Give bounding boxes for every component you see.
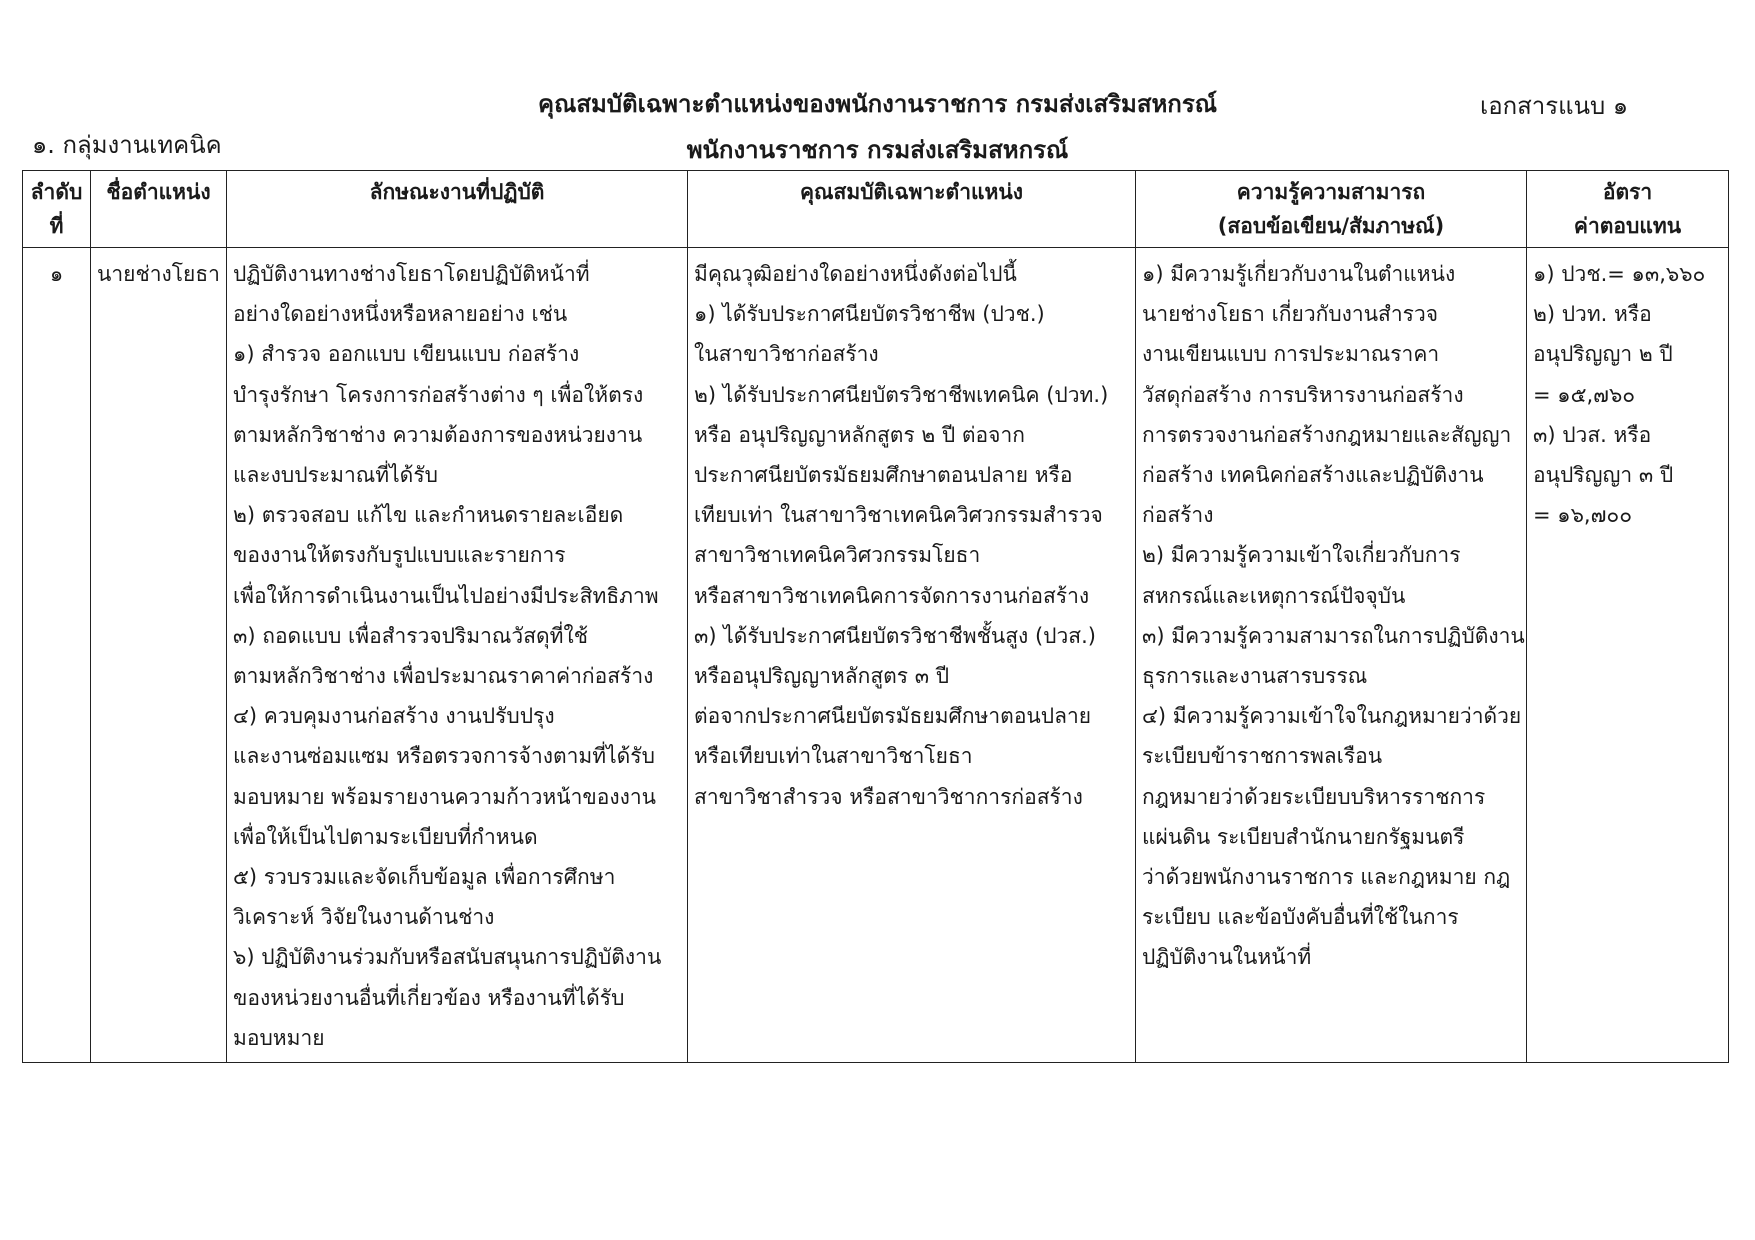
knowledge-line: ระเบียบข้าราชการพลเรือน: [1142, 744, 1383, 769]
duty-line: อย่างใดอย่างหนึ่งหรือหลายอย่าง เช่น: [233, 302, 568, 327]
duty-line: ของงานให้ตรงกับรูปแบบและรายการ: [233, 543, 566, 568]
qualification-line: ต่อจากประกาศนียบัตรมัธยมศึกษาตอนปลาย: [694, 704, 1092, 729]
qualification-line: ๑) ได้รับประกาศนียบัตรวิชาชีพ (ปวช.): [694, 302, 1045, 327]
compensation-line: อนุปริญญา ๒ ปี: [1533, 342, 1673, 367]
knowledge-line: ว่าด้วยพนักงานราชการ และกฎหมาย กฎ: [1142, 865, 1511, 890]
knowledge-line: ก่อสร้าง: [1142, 503, 1214, 528]
header-qualifications: คุณสมบัติเฉพาะตำแหน่ง: [688, 171, 1136, 248]
cell-knowledge: [1136, 248, 1527, 1063]
knowledge-line: สหกรณ์และเหตุการณ์ปัจจุบัน: [1142, 583, 1406, 608]
qualification-line: หรือ อนุปริญญาหลักสูตร ๒ ปี ต่อจาก: [694, 422, 1025, 447]
duty-line: ของหน่วยงานอื่นที่เกี่ยวข้อง หรืองานที่ได้รับ: [233, 985, 625, 1010]
cell-no: ๑: [23, 248, 91, 1063]
duty-line: เพื่อให้เป็นไปตามระเบียบที่กำหนด: [233, 824, 538, 849]
knowledge-line: วัสดุก่อสร้าง การบริหารงานก่อสร้าง: [1142, 382, 1464, 407]
header-no: ลำดับ ที่: [23, 171, 91, 248]
header-compensation: อัตรา ค่าตอบแทน: [1527, 171, 1729, 248]
knowledge-line: นายช่างโยธา เกี่ยวกับงานสำรวจ: [1142, 302, 1439, 327]
table-row: [23, 248, 1729, 1063]
knowledge-line: กฎหมายว่าด้วยระเบียบบริหารราชการ: [1142, 784, 1486, 809]
header-position: ชื่อตำแหน่ง: [91, 171, 227, 248]
knowledge-line: ๓) มีความรู้ความสามารถในการปฏิบัติงาน: [1142, 623, 1525, 648]
duty-line: มอบหมาย: [233, 1025, 325, 1050]
qualification-line: หรือสาขาวิชาเทคนิคการจัดการงานก่อสร้าง: [694, 583, 1090, 608]
duty-line: และงบประมาณที่ได้รับ: [233, 463, 438, 488]
duty-line: ๔) ควบคุมงานก่อสร้าง งานปรับปรุง: [233, 704, 555, 729]
qualification-line: หรือเทียบเท่าในสาขาวิชาโยธา: [694, 744, 973, 769]
qualification-line: ในสาขาวิชาก่อสร้าง: [694, 342, 879, 367]
compensation-line: ๑) ปวช.= ๑๓,๖๖๐: [1533, 262, 1706, 286]
cell-position: นายช่างโยธา: [91, 248, 227, 1063]
knowledge-line: ปฏิบัติงานในหน้าที่: [1142, 945, 1312, 970]
qualification-line: ๓) ได้รับประกาศนียบัตรวิชาชีพชั้นสูง (ปวส.): [694, 623, 1096, 648]
knowledge-line: ก่อสร้าง เทคนิคก่อสร้างและปฏิบัติงาน: [1142, 463, 1484, 488]
qualification-table: [22, 170, 1729, 1063]
compensation-line: = ๑๕,๗๖๐: [1533, 382, 1636, 407]
document-title: คุณสมบัติเฉพาะตำแหน่งของพนักงานราชการ กรมส่งเสริมสหกรณ์: [538, 90, 1217, 118]
duty-line: ๒) ตรวจสอบ แก้ไข และกำหนดรายละเอียด: [233, 503, 624, 528]
duty-line: ตามหลักวิชาช่าง ความต้องการของหน่วยงาน: [233, 422, 643, 447]
qualification-line: ๒) ได้รับประกาศนียบัตรวิชาชีพเทคนิค (ปวท.): [694, 382, 1109, 407]
duty-line: ปฏิบัติงานทางช่างโยธาโดยปฏิบัติหน้าที่: [233, 262, 590, 286]
cell-duties: [227, 248, 688, 1063]
header-duties: ลักษณะงานที่ปฏิบัติ: [227, 171, 688, 248]
duty-line: และงานซ่อมแซม หรือตรวจการจ้างตามที่ได้รับ: [233, 744, 655, 769]
duty-line: เพื่อให้การดำเนินงานเป็นไปอย่างมีประสิทธิภาพ: [233, 583, 659, 608]
duty-line: ตามหลักวิชาช่าง เพื่อประมาณราคาค่าก่อสร้าง: [233, 664, 654, 689]
group-label: ๑. กลุ่มงานเทคนิค: [32, 131, 222, 159]
duty-line: ๑) สำรวจ ออกแบบ เขียนแบบ ก่อสร้าง: [233, 342, 580, 367]
knowledge-line: แผ่นดิน ระเบียบสำนักนายกรัฐมนตรี: [1142, 824, 1465, 849]
qualification-line: เทียบเท่า ในสาขาวิชาเทคนิควิศวกรรมสำรวจ: [694, 503, 1103, 528]
knowledge-line: ๔) มีความรู้ความเข้าใจในกฎหมายว่าด้วย: [1142, 704, 1522, 729]
knowledge-line: งานเขียนแบบ การประมาณราคา: [1142, 342, 1440, 367]
duty-line: บำรุงรักษา โครงการก่อสร้างต่าง ๆ เพื่อให้ตรง: [233, 382, 644, 407]
compensation-line: อนุปริญญา ๓ ปี: [1533, 463, 1674, 488]
duty-line: ๕) รวบรวมและจัดเก็บข้อมูล เพื่อการศึกษา: [233, 865, 616, 890]
knowledge-line: ธุรการและงานสารบรรณ: [1142, 664, 1368, 689]
document-subtitle: พนักงานราชการ กรมส่งเสริมสหกรณ์: [686, 136, 1069, 164]
qualification-line: หรืออนุปริญญาหลักสูตร ๓ ปี: [694, 664, 950, 689]
duty-line: มอบหมาย พร้อมรายงานความก้าวหน้าของงาน: [233, 784, 656, 809]
cell-compensation: [1527, 248, 1729, 1063]
cell-qualifications: [688, 248, 1136, 1063]
qualification-line: มีคุณวุฒิอย่างใดอย่างหนึ่งดังต่อไปนี้: [694, 262, 1017, 286]
qualification-line: ประกาศนียบัตรมัธยมศึกษาตอนปลาย หรือ: [694, 463, 1073, 488]
knowledge-line: ระเบียบ และข้อบังคับอื่นที่ใช้ในการ: [1142, 905, 1459, 930]
qualification-line: สาขาวิชาสำรวจ หรือสาขาวิชาการก่อสร้าง: [694, 784, 1083, 809]
duty-line: วิเคราะห์ วิจัยในงานด้านช่าง: [233, 905, 495, 930]
knowledge-line: ๑) มีความรู้เกี่ยวกับงานในตำแหน่ง: [1142, 262, 1456, 286]
knowledge-line: ๒) มีความรู้ความเข้าใจเกี่ยวกับการ: [1142, 543, 1461, 568]
header-knowledge: ความรู้ความสามารถ (สอบข้อเขียน/สัมภาษณ์): [1136, 171, 1527, 248]
compensation-line: ๓) ปวส. หรือ: [1533, 422, 1652, 447]
duty-line: ๖) ปฏิบัติงานร่วมกับหรือสนับสนุนการปฏิบัติงาน: [233, 945, 662, 970]
duty-line: ๓) ถอดแบบ เพื่อสำรวจปริมาณวัสดุที่ใช้: [233, 623, 589, 648]
compensation-line: = ๑๖,๗๐๐: [1533, 503, 1633, 528]
qualification-line: สาขาวิชาเทคนิควิศวกรรมโยธา: [694, 543, 981, 568]
attachment-label: เอกสารแนบ ๑: [1480, 92, 1629, 120]
knowledge-line: การตรวจงานก่อสร้างกฎหมายและสัญญา: [1142, 422, 1512, 447]
table-header-row: [23, 171, 1729, 248]
compensation-line: ๒) ปวท. หรือ: [1533, 302, 1652, 327]
